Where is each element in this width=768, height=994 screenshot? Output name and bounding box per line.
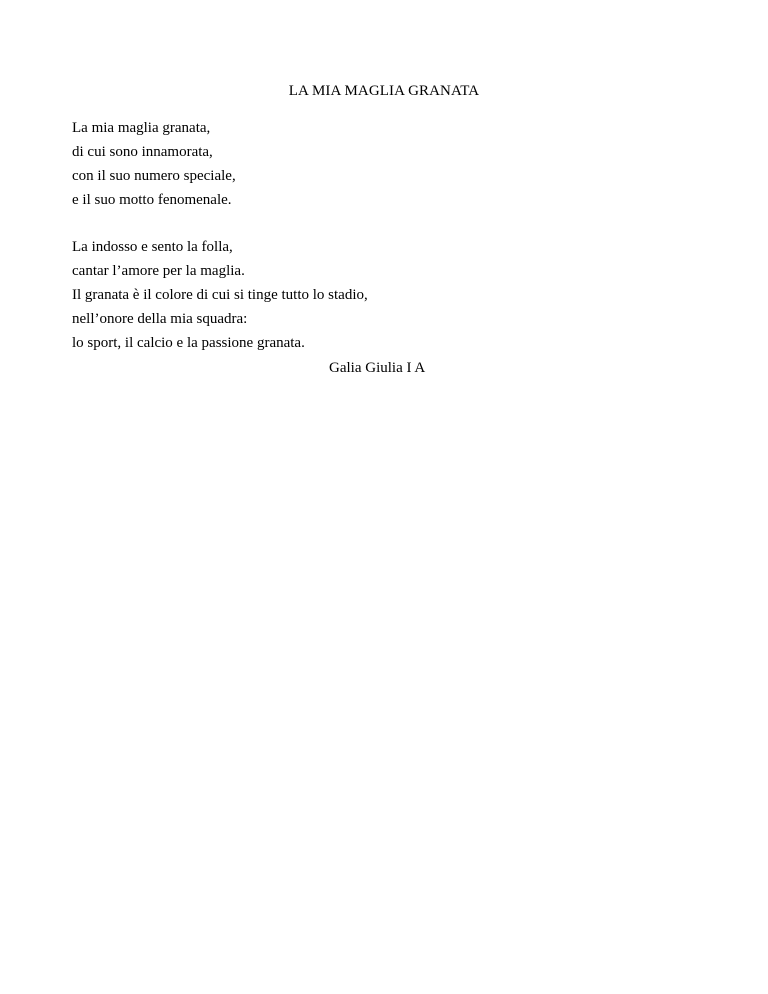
poem-line: La indosso e sento la folla, — [72, 239, 233, 255]
poem-line: con il suo numero speciale, — [72, 168, 236, 184]
stanza-2 — [72, 235, 692, 355]
poem-title: LA MIA MAGLIA GRANATA — [288, 83, 480, 99]
poem-line: La mia maglia granata, — [72, 120, 211, 136]
stanza-1 — [72, 116, 692, 212]
poem-line: di cui sono innamorata, — [72, 144, 213, 160]
poem-line: nell’onore della mia squadra: — [72, 311, 248, 327]
poem-line: cantar l’amore per la maglia. — [72, 263, 245, 279]
poem-line: e il suo motto fenomenale. — [72, 192, 232, 208]
poem-line: Il granata è il colore di cui si tinge tutto lo stadio, — [72, 287, 368, 303]
author-signature: Galia Giulia I A — [329, 360, 426, 376]
poem-line: lo sport, il calcio e la passione granata. — [72, 335, 305, 351]
